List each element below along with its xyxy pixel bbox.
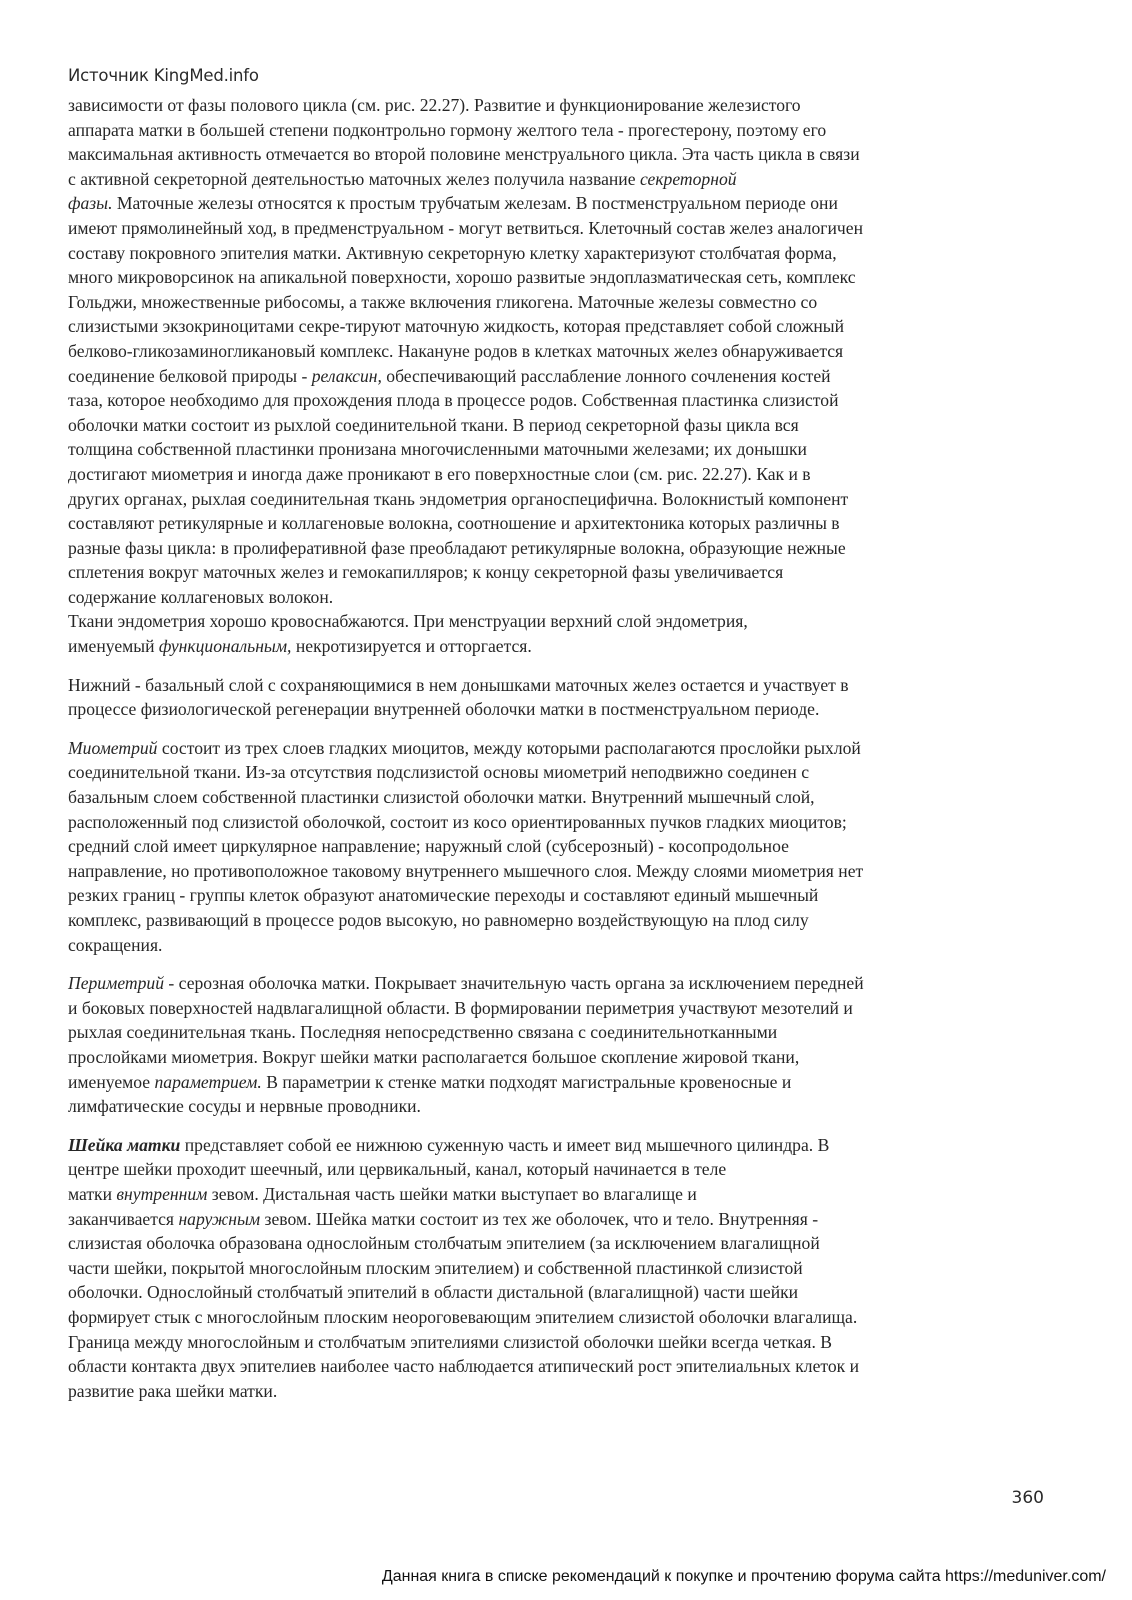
paragraph (68, 93, 1062, 609)
text-run: аппарата матки в большей степени подконтрольно гормону желтого тела - прогестерону, поэтому его (68, 119, 827, 140)
text-run: много микроворсинок на апикальной поверхности, хорошо развитые эндоплазматическая сеть, комплекс (68, 267, 856, 288)
text-run: комплекс, развивающий в процессе родов высокую, но равномерно воздействующую на плод силу (68, 910, 809, 930)
text-run: зевом. Шейка матки состоит из тех же оболочек, что и тело. Внутренняя - (260, 1208, 819, 1229)
text-run: сокращения. (68, 934, 163, 955)
italic-term: наружным (178, 1208, 261, 1229)
italic-term: внутренним (116, 1183, 208, 1204)
text-run: - серозная оболочка матки. Покрывает значительную часть органа за исключением передней (164, 973, 864, 994)
text-run: лимфатические сосуды и нервные проводники. (68, 1096, 421, 1117)
text-run: средний слой имеет циркулярное направление; наружный слой (субсерозный) - косопродольное (68, 836, 789, 857)
text-run: оболочки. Однослойный столбчатый эпителий в области дистальной (влагалищной) части шейки (68, 1282, 799, 1303)
italic-term: релаксин, (311, 365, 382, 386)
paragraph (68, 609, 1062, 658)
text-run: содержание коллагеновых волокон. (68, 586, 334, 607)
text-run: и боковых поверхностей надвлагалищной области. В формировании периметрия участвуют мезотелий и (68, 997, 853, 1018)
text-run: Нижний - базальный слой с сохраняющимися в нем донышками маточных желез остается и участвует в (68, 674, 849, 695)
text-run: с активной секреторной деятельностью маточных желез получила название (68, 168, 640, 189)
text-run: именуемое (68, 1071, 155, 1092)
text-run: соединение белковой природы - (68, 365, 312, 386)
italic-term: Периметрий (68, 973, 165, 994)
text-run: оболочки матки состоит из рыхлой соединительной ткани. В период секреторной фазы цикла вся (68, 414, 799, 435)
text-run: достигают миометрия и иногда даже проникают в его поверхностные слои (см. рис. 22.27). Как и в (68, 463, 811, 484)
paragraph (68, 971, 1062, 1119)
text-run: резких границ - группы клеток образуют анатомические переходы и составляют единый мышечный (68, 885, 819, 906)
text-run: области контакта двух эпителиев наиболее часто наблюдается атипический рост эпителиальных клеток и (68, 1356, 859, 1377)
text-run: представляет собой ее нижнюю суженную часть и имеет вид мышечного цилиндра. В (180, 1134, 830, 1155)
text-run: таза, которое необходимо для прохождения плода в процессе родов. Собственная пластинка слизистой (68, 390, 839, 411)
paragraph (68, 673, 1062, 722)
text-run: процессе физиологической регенерации внутренней оболочки матки в постменструальном периоде. (68, 699, 820, 720)
italic-term: Миометрий (68, 737, 158, 758)
text-run: Маточные железы относятся к простым трубчатым железам. В постменструальном периоде они (112, 193, 838, 214)
text-run: некротизируется и отторгается. (291, 636, 532, 657)
page-number: 360 (1011, 1488, 1044, 1508)
text-run: центре шейки проходит шеечный, или цервикальный, канал, который начинается в теле (68, 1159, 727, 1180)
italic-term: фазы. (68, 193, 113, 214)
text-run: разные фазы цикла: в пролиферативной фазе преобладают ретикулярные волокна, образующие нежные (68, 537, 846, 558)
italic-term: функциональным, (158, 636, 292, 657)
text-run: слизистыми экзокриноцитами секре-тируют маточную жидкость, которая представляет собой сложный (68, 316, 845, 337)
text-run: Гольджи, множественные рибосомы, а также включения гликогена. Маточные железы совместно со (68, 291, 818, 312)
text-run: соединительной ткани. Из-за отсутствия подслизистой основы миометрий неподвижно соединен с (68, 762, 810, 783)
text-run: слизистая оболочка образована однослойным столбчатым эпителием (за исключением влагалищной (68, 1233, 820, 1254)
italic-term: параметрием. (154, 1071, 262, 1092)
text-run: Ткани эндометрия хорошо кровоснабжаются. При менструации верхний слой эндометрия, (68, 611, 748, 632)
text-run: расположенный под слизистой оболочкой, состоит из косо ориентированных пучков гладких миоцитов; (68, 811, 847, 832)
text-run: состоит из трех слоев гладких миоцитов, между которыми располагаются прослойки рыхлой (157, 737, 861, 758)
text-run: толщина собственной пластинки пронизана многочисленными маточными железами; их донышки (68, 439, 807, 460)
text-run: части шейки, покрытой многослойным плоским эпителием) и собственной пластинкой слизистой (68, 1257, 803, 1278)
text-run: максимальная активность отмечается во второй половине менструального цикла. Эта часть цикла в связи (68, 144, 860, 165)
text-run: составляют ретикулярные и коллагеновые волокна, соотношение и архитектоника которых различны в (68, 513, 840, 534)
source-header: Источник KingMed.info (68, 66, 259, 85)
footer-note: Данная книга в списке рекомендаций к покупке и прочтению форума сайта https://meduniver.com/ (381, 1568, 1106, 1585)
text-run: заканчивается (68, 1208, 179, 1229)
text-run: прослойками миометрия. Вокруг шейки матки располагается большое скопление жировой ткани, (68, 1046, 800, 1067)
text-run: базальным слоем собственной пластинки слизистой оболочки матки. Внутренний мышечный слой, (68, 787, 815, 808)
text-run: сплетения вокруг маточных желез и гемокапилляров; к концу секреторной фазы увеличивается (68, 562, 784, 583)
text-run: имеют прямолинейный ход, в предменструальном - могут ветвиться. Клеточный состав желез аналогичен (68, 217, 863, 238)
text-run: рыхлая соединительная ткань. Последняя непосредственно связана с соединительнотканными (68, 1022, 778, 1043)
text-run: В параметрии к стенке матки подходят магистральные кровеносные и (261, 1071, 792, 1092)
document-body (68, 93, 1062, 1403)
text-run: формирует стык с многослойным плоским неороговевающим эпителием слизистой оболочки влагалища. (68, 1306, 858, 1327)
text-run: зевом. Дистальная часть шейки матки выступает во влагалище и (207, 1183, 697, 1204)
bold-term: Шейка матки (68, 1134, 181, 1155)
paragraph (68, 736, 1062, 957)
text-run: обеспечивающий расслабление лонного сочленения костей (381, 365, 831, 386)
text-run: составу покровного эпителия матки. Активную секреторную клетку характеризуют столбчатая форма, (68, 242, 837, 263)
text-run: Граница между многослойным и столбчатым эпителиями слизистой оболочки шейки всегда четкая. В (68, 1331, 832, 1352)
text-run: зависимости от фазы полового цикла (см. рис. 22.27). Развитие и функционирование железистого (68, 95, 801, 115)
text-run: белково-гликозаминогликановый комплекс. Накануне родов в клетках маточных желез обнаруживается (68, 340, 844, 361)
paragraph (68, 1133, 1062, 1404)
text-run: направление, но противоположное таковому внутреннего мышечного слоя. Между слоями миометрия нет (68, 860, 864, 881)
text-run: матки (68, 1183, 117, 1204)
text-run: других органах, рыхлая соединительная ткань эндометрия органоспецифична. Волокнистый компонент (68, 488, 849, 509)
text-run: именуемый (68, 636, 159, 657)
italic-term: секреторной (639, 168, 737, 189)
text-run: развитие рака шейки матки. (68, 1380, 278, 1401)
